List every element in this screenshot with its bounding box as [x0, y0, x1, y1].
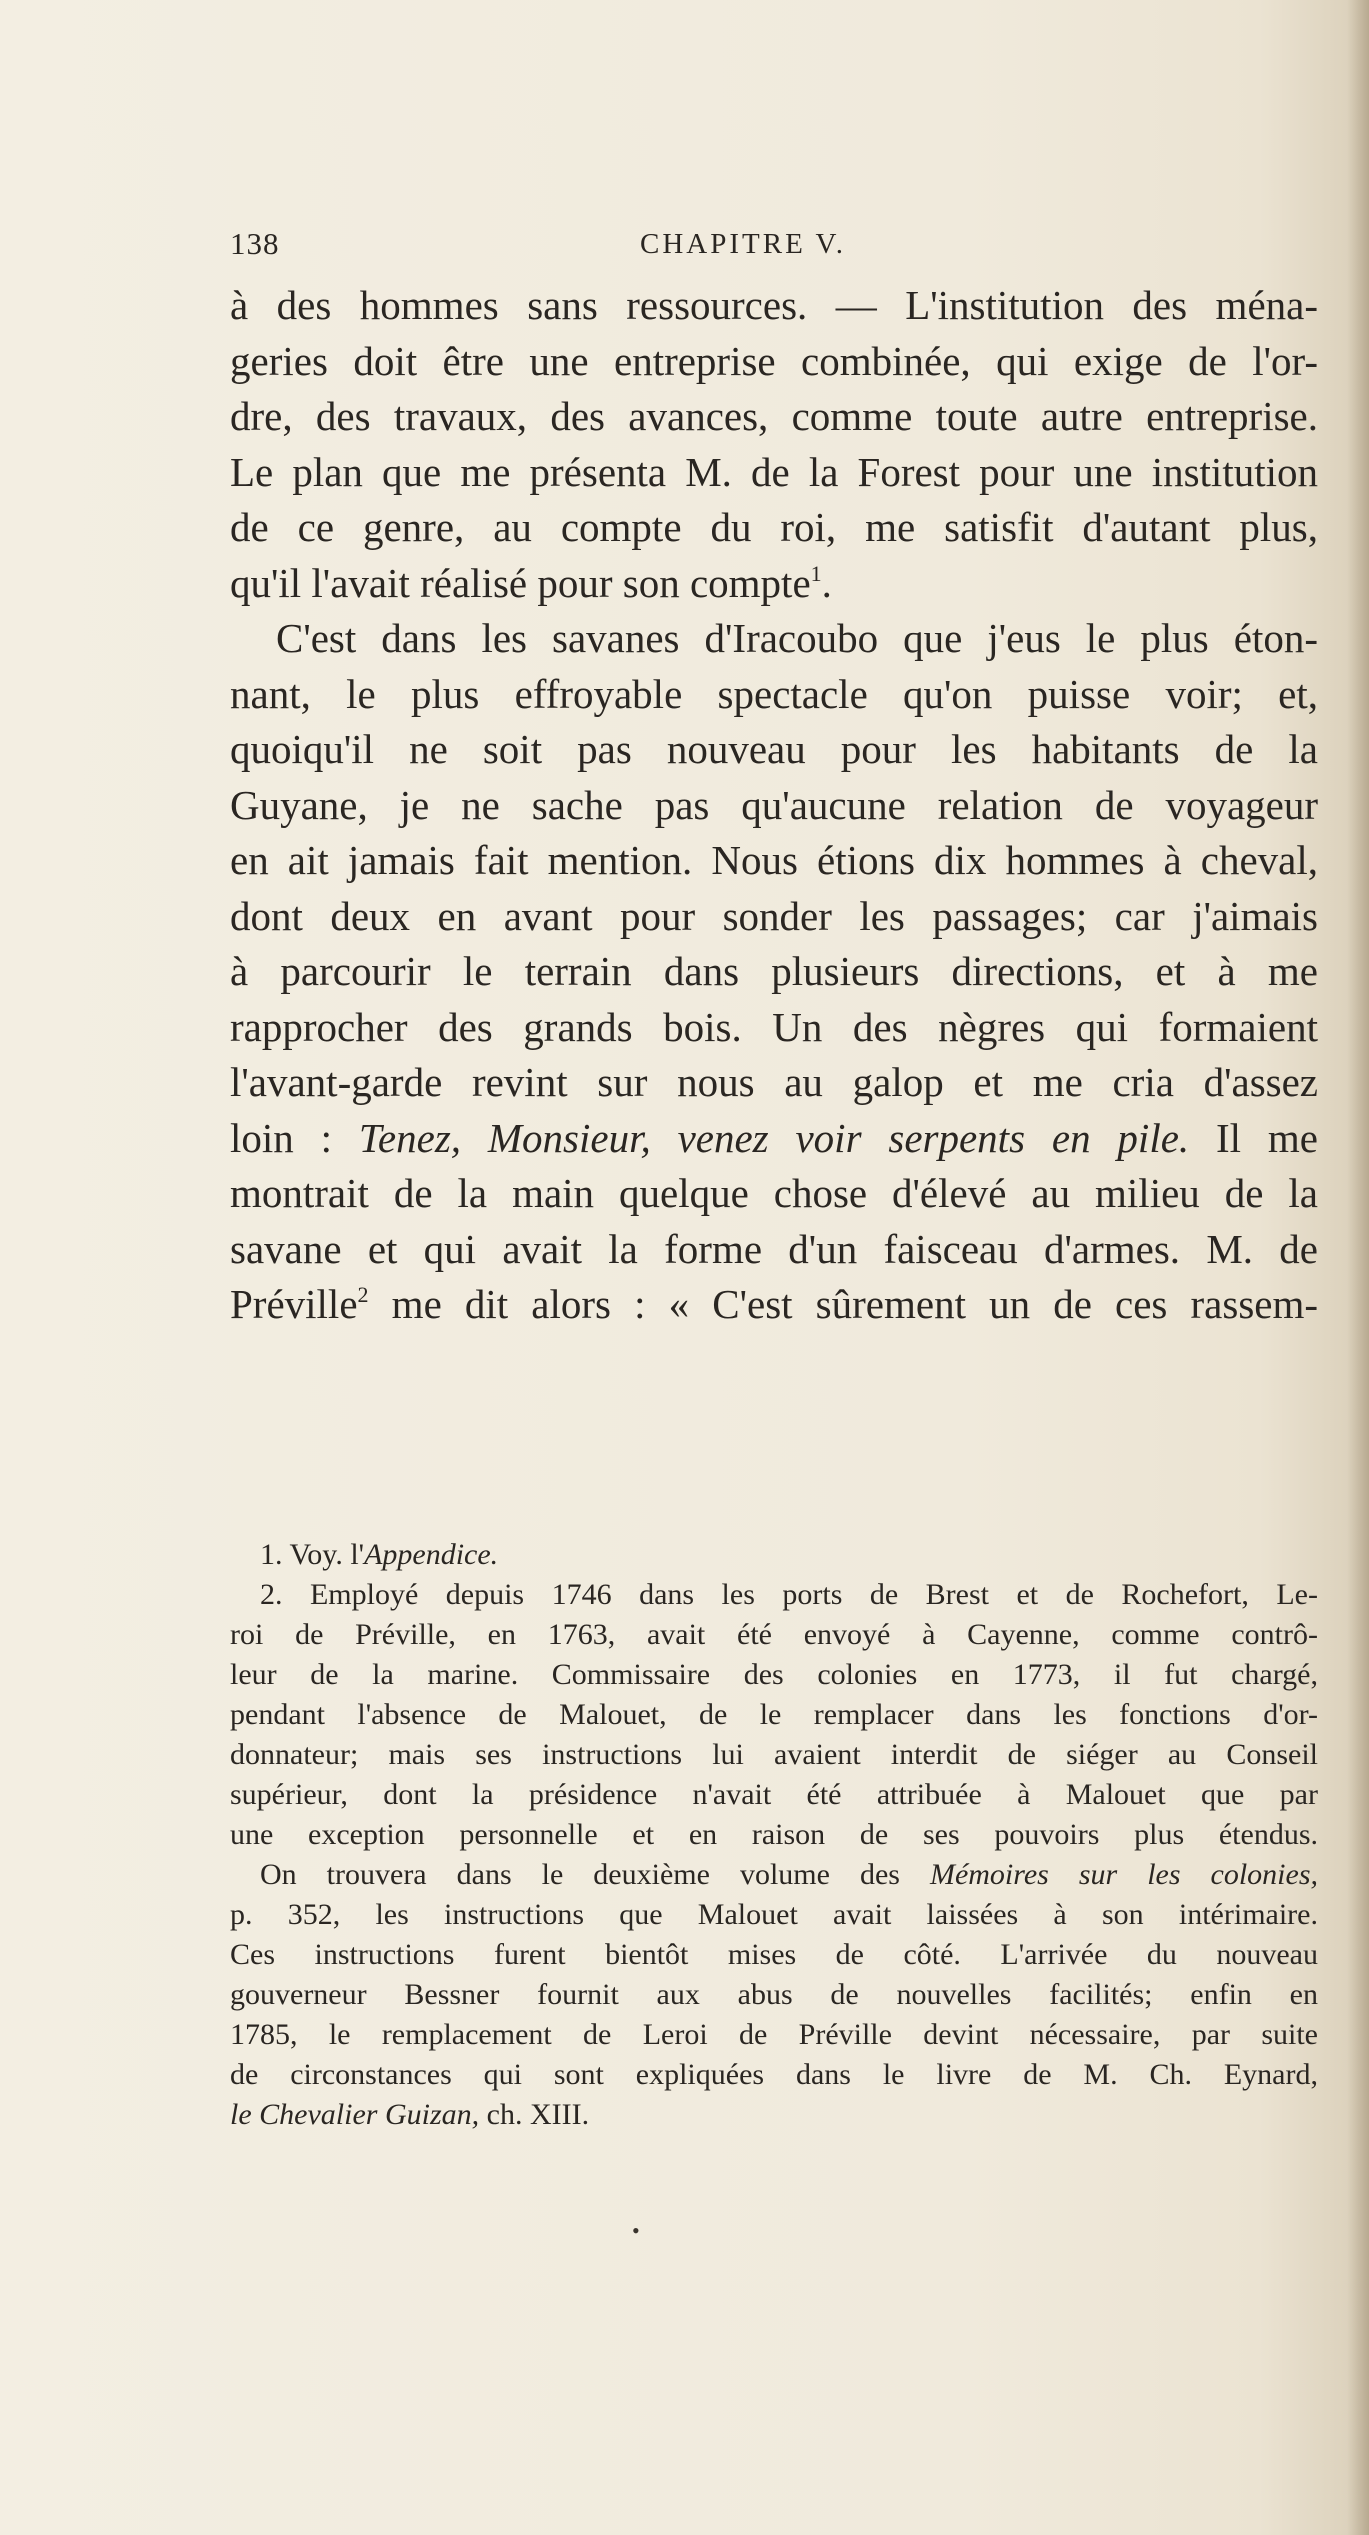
text-line: de ce genre, au compte du roi, me satisfit d'autant plus, [230, 504, 1318, 550]
footnote-1 [230, 1535, 1318, 1575]
text-segment: loin : [230, 1114, 333, 1161]
main-text [230, 278, 1318, 1333]
footnote-2-line: 2. Employé depuis 1746 dans les ports de Brest et de Rochefort, Le- [260, 1578, 1318, 1611]
text-line: en ait jamais fait mention. Nous étions dix hommes à cheval, [230, 837, 1318, 883]
footnote-2-line [230, 2095, 1318, 2135]
footnote-2-line: supérieur, dont la présidence n'avait été attribuée à Malouet que par [230, 1778, 1318, 1811]
footnote-2-line [230, 1855, 1318, 1895]
text-line: à des hommes sans ressources. — L'institution des ména- [230, 282, 1318, 328]
footnote-ref-1: 1 [810, 560, 822, 586]
footnote-2-line: roi de Préville, en 1763, avait été envoyé à Cayenne, comme contrô- [230, 1618, 1318, 1651]
page-edge-shadow [1347, 0, 1369, 2535]
footnote-2-line: gouverneur Bessner fournit aux abus de nouvelles facilités; enfin en [230, 1978, 1318, 2011]
text-line: à parcourir le terrain dans plusieurs directions, et à me [230, 948, 1318, 994]
text-line: l'avant-garde revint sur nous au galop et me cria d'assez [230, 1059, 1318, 1105]
footnote-number: 1. [260, 1538, 283, 1571]
quoted-speech: Tenez, Monsieur, venez voir serpents en pile. [358, 1114, 1190, 1161]
text-line: C'est dans les savanes d'Iracoubo que j'eus le plus éton- [276, 615, 1318, 661]
footnote-2-line: une exception personnelle et en raison de ses pouvoirs plus étendus. [230, 1818, 1318, 1851]
text-line: dont deux en avant pour sonder les passages; car j'aimais [230, 892, 1318, 939]
footnote-text: Voy. l' [289, 1538, 365, 1571]
text-line: qu'il l'avait réalisé pour son compte$^1$. [230, 559, 832, 606]
footnote-text: ch. XIII. [479, 2098, 590, 2131]
text-line: rapprocher des grands bois. Un des nègres qui formaient [230, 1003, 1318, 1050]
footnote-2-line: 1785, le remplacement de Leroi de Préville devint nécessaire, par suite [230, 2018, 1318, 2051]
footnote-2-line: donnateur; mais ses instructions lui avaient interdit de siéger au Conseil [230, 1738, 1318, 1771]
text-line: savane et qui avait la forme d'un faisceau d'armes. M. de [230, 1225, 1318, 1272]
footnote-2-line: leur de la marine. Commissaire des colonies en 1773, il fut chargé, [230, 1658, 1318, 1691]
text-segment: me dit alors : « C'est sûrement un de ces rassem- [391, 1281, 1318, 1327]
page-number: 138 [230, 226, 280, 261]
text-segment: Préville [230, 1281, 358, 1327]
footnote-italic: le Chevalier Guizan, [230, 2098, 480, 2131]
text-line [230, 1277, 1318, 1333]
text-line: dre, des travaux, des avances, comme toute autre entreprise. [230, 393, 1318, 439]
running-head: CHAPITRE V. [640, 228, 846, 260]
text-line: geries doit être une entreprise combinée, qui exige de l'or- [230, 337, 1318, 384]
text-segment: qu'il l'avait réalisé pour son compte [230, 559, 811, 606]
footnote-2-line: Ces instructions furent bientôt mises de côté. L'arrivée du nouveau [230, 1938, 1318, 1971]
text-line: Le plan que me présenta M. de la Forest pour une institution [230, 448, 1318, 495]
text-line: montrait de la main quelque chose d'élevé au milieu de la [230, 1170, 1318, 1216]
footnote-text: On trouvera dans le deuxième volume des [260, 1858, 930, 1891]
text-line [230, 1111, 1318, 1167]
text-line: quoiqu'il ne soit pas nouveau pour les habitants de la [230, 726, 1318, 772]
footnote-2-line: p. 352, les instructions que Malouet avait laissées à son intérimaire. [230, 1898, 1318, 1931]
ink-speck: • [632, 2218, 640, 2243]
footnote-italic: Appendice. [364, 1538, 499, 1571]
text-segment: Il me [1216, 1114, 1318, 1161]
footnotes [230, 1535, 1318, 2135]
footnote-2-line: pendant l'absence de Malouet, de le remplacer dans les fonctions d'or- [230, 1698, 1318, 1731]
footnote-ref-2: 2 [357, 1282, 369, 1307]
text-line: Guyane, je ne sache pas qu'aucune relation de voyageur [230, 781, 1318, 828]
footnote-italic: Mémoires sur les colonies, [929, 1858, 1318, 1891]
page-header [230, 226, 1230, 266]
text-line: nant, le plus effroyable spectacle qu'on puisse voir; et, [230, 670, 1318, 717]
footnote-2-line: de circonstances qui sont expliquées dans le livre de M. Ch. Eynard, [230, 2058, 1318, 2091]
